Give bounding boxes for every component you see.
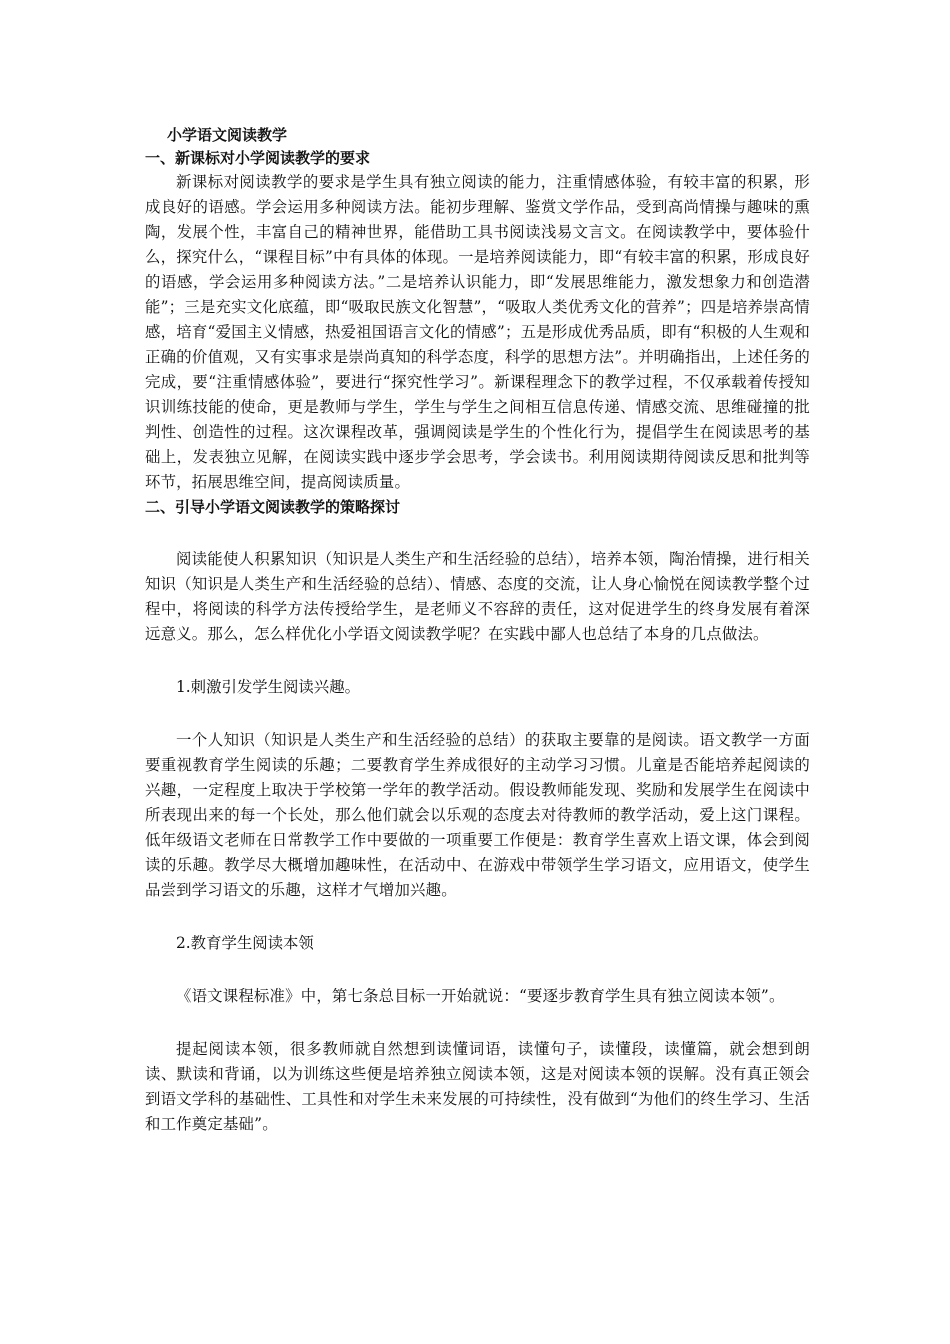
spacer	[145, 700, 810, 728]
spacer	[145, 519, 810, 547]
section-2-intro: 阅读能使人积累知识（知识是人类生产和生活经验的总结），培养本领，陶治情操，进行相关知识（知识是人类生产和生活经验的总结）、情感、态度的交流，让人身心愉悦在阅读教学整个过程中，将阅读的科学方法传授给学生，是老师义不容辞的责任，这对促进学生的终身发展有着深远意义。那么，怎么样优化小学语文阅读教学呢？在实践中鄙人也总结了本身的几点做法。	[145, 550, 810, 643]
spacer	[145, 956, 810, 984]
spacer	[145, 1009, 810, 1037]
spacer	[145, 647, 810, 675]
section-2-heading: 二、引导小学语文阅读教学的策略探讨	[145, 498, 401, 516]
point-1-heading: 1.刺激引发学生阅读兴趣。	[176, 678, 360, 696]
section-1-heading: 一、新课标对小学阅读教学的要求	[145, 149, 371, 167]
point-2-heading: 2.教育学生阅读本领	[176, 934, 314, 952]
point-2-paragraph-1: 《语文课程标准》中，第七条总目标一开始就说：“要逐步教育学生具有独立阅读本领”。	[176, 987, 785, 1005]
point-2-paragraph-2: 提起阅读本领，很多教师就自然想到读懂词语，读懂句子，读懂段，读懂篇，就会想到朗读、默读和背诵，以为训练这些便是培养独立阅读本领，这是对阅读本领的误解。没有真正领会到语文学科的基础性、工具性和对学生未来发展的可持续性，没有做到“为他们的终生学习、生活和工作奠定基础”。	[145, 1040, 810, 1133]
spacer	[145, 903, 810, 931]
document-page	[145, 124, 810, 1137]
point-1-paragraph: 一个人知识（知识是人类生产和生活经验的总结）的获取主要靠的是阅读。语文教学一方面要重视教育学生阅读的乐趣；二要教育学生养成很好的主动学习习惯。儿童是否能培养起阅读的兴趣，一定程度上取决于学校第一学年的教学活动。假设教师能发现、奖励和发展学生在阅读中所表现出来的每一个长处，那么他们就会以乐观的态度去对待教师的教学活动，爱上这门课程。低年级语文老师在日常教学工作中要做的一项重要工作便是：教育学生喜欢上语文课，体会到阅读的乐趣。教学尽大概增加趣味性，在活动中、在游戏中带领学生学习语文，应用语文，使学生品尝到学习语文的乐趣，这样才气增加兴趣。	[145, 731, 810, 899]
section-1-paragraph: 新课标对阅读教学的要求是学生具有独立阅读的能力，注重情感体验，有较丰富的积累，形成良好的语感。学会运用多种阅读方法。能初步理解、鉴赏文学作品，受到高尚情操与趣味的熏陶，发展个性，丰富自己的精神世界，能借助工具书阅读浅易文言文。在阅读教学中，要体验什么，探究什么，“课程目标”中有具体的体现。一是培养阅读能力，即“有较丰富的积累，形成良好的语感，学会运用多种阅读方法。”二是培养认识能力，即“发展思维能力，激发想象力和创造潜能”；三是充实文化底蕴，即“吸取民族文化智慧”，“吸取人类优秀文化的营养”；四是培养崇高情感，培育“爱国主义情感，热爱祖国语言文化的情感”；五是形成优秀品质，即有“积极的人生观和正确的价值观，又有实事求是崇尚真知的科学态度，科学的思想方法”。并明确指出，上述任务的完成，要“注重情感体验”，要进行“探究性学习”。新课程理念下的教学过程，不仅承载着传授知识训练技能的使命，更是教师与学生，学生与学生之间相互信息传递、情感交流、思维碰撞的批判性、创造性的过程。这次课程改革，强调阅读是学生的个性化行为，提倡学生在阅读思考的基础上，发表独立见解，在阅读实践中逐步学会思考，学会读书。利用阅读期待阅读反思和批判等环节，拓展思维空间，提高阅读质量。	[145, 173, 810, 491]
document-title: 小学语文阅读教学	[167, 126, 288, 144]
